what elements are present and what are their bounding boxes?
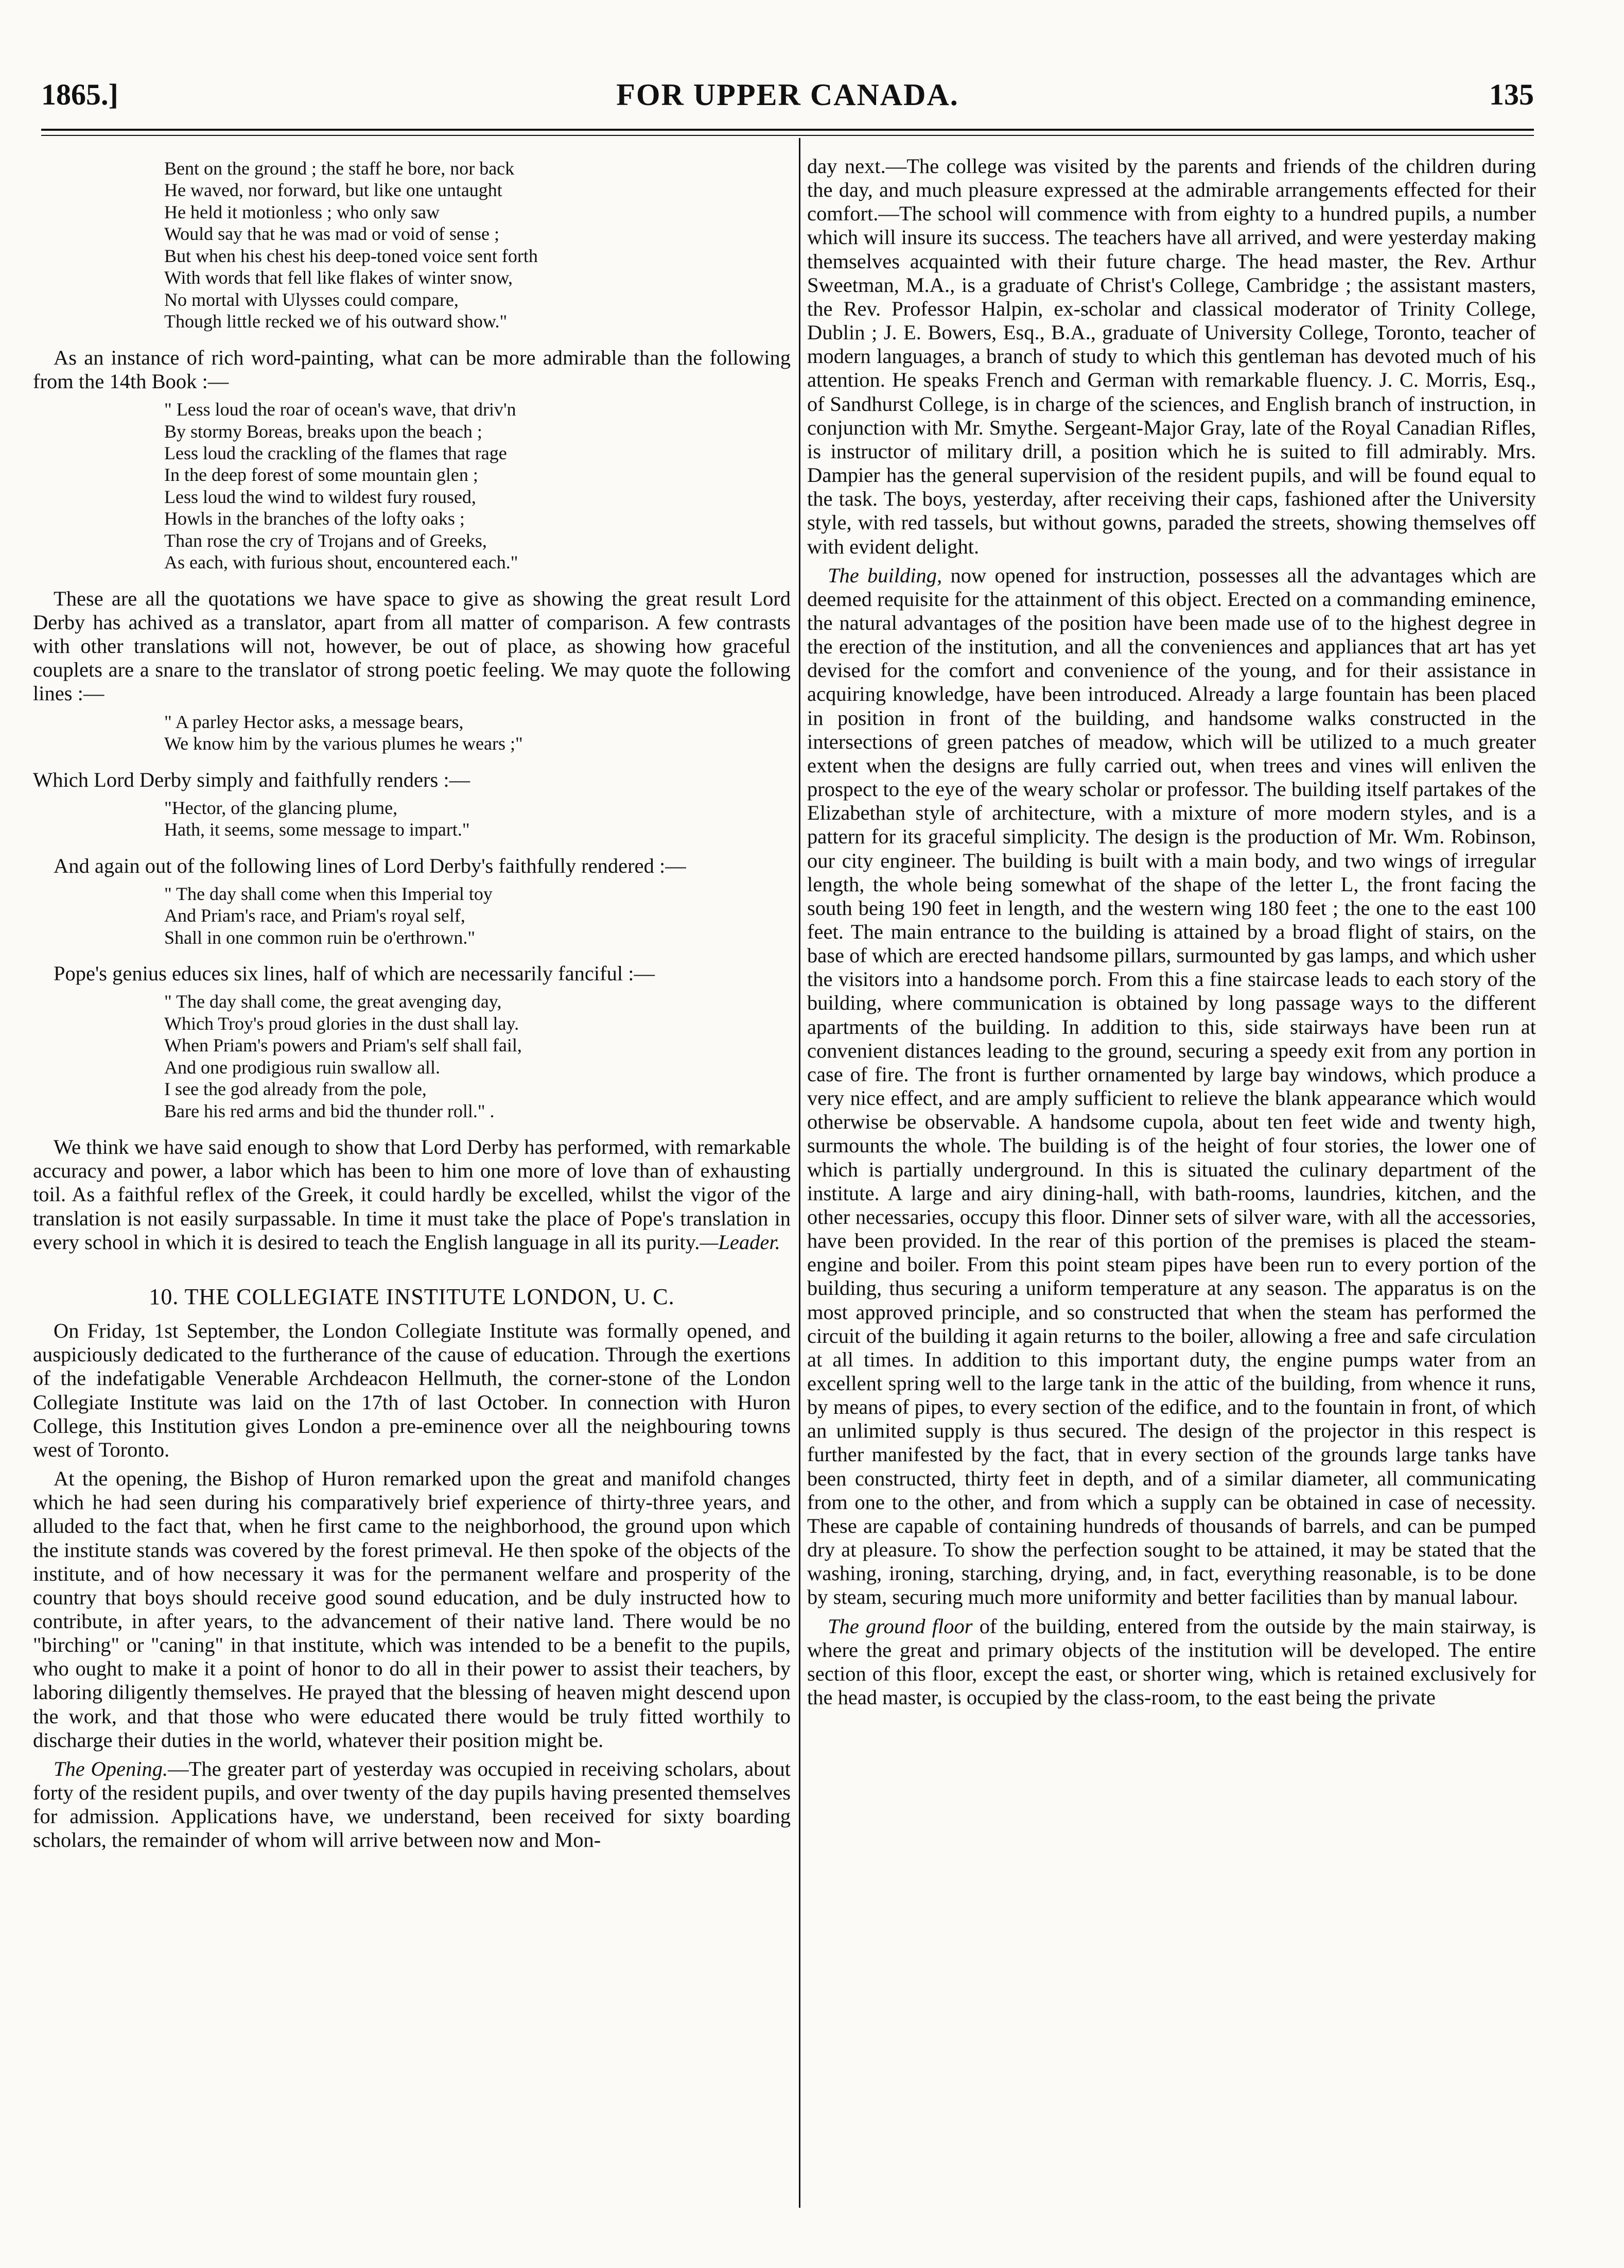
poem-line: With words that fell like flakes of winter snow, <box>164 267 513 288</box>
poem-line: Shall in one common ruin be o'erthrown." <box>164 927 476 948</box>
right-column <box>807 154 1536 2198</box>
poem-excerpt-5 <box>33 883 791 948</box>
section-title: 10. THE COLLEGIATE INSTITUTE LONDON, U. C. <box>149 1284 675 1309</box>
paragraph: As an instance of rich word-painting, what can be more admirable than the following from the 14th Book :— <box>33 345 791 393</box>
poem-line: When Priam's powers and Priam's self shall fail, <box>164 1035 522 1056</box>
poem-line: " The day shall come, the great avenging day, <box>164 991 502 1012</box>
poem-line: "Hector, of the glancing plume, <box>164 797 398 818</box>
header-title: FOR UPPER CANADA. <box>616 78 959 112</box>
poem-line: " Less loud the roar of ocean's wave, that driv'n <box>164 399 516 420</box>
poem-line: But when his chest his deep-toned voice sent forth <box>164 245 538 266</box>
poem-line: We know him by the various plumes he wears ;" <box>164 733 523 754</box>
paragraph: day next.—The college was visited by the parents and friends of the children during the day, and much pleasure expressed at the admirable arrangements effected for their comfort.—The school will commence with from eighty to a hundred pupils, a number which will insure its success. The teachers have all arrived, and were yesterday making themselves acquainted with their future charge. The head master, the Rev. Arthur Sweetman, M.A., is a graduate of Christ's College, Cambridge ; the assistant masters, the Rev. Professor Halpin, ex-scholar and classical moderator of Trinity College, Dublin ; J. E. Bowers, Esq., B.A., graduate of University College, Toronto, teacher of modern languages, a branch of study to which this gentleman has devoted much of his attention. He speaks French and German with remarkable fluency. J. C. Morris, Esq., of Sandhurst College, is in charge of the sciences, and English branch of instruction, in conjunction with Mr. Smythe. Sergeant-Major Gray, late of the Royal Canadian Rifles, is instructor of military drill, a position which he is suited to fill admirably. Mrs. Dampier has the general supervision of the resident pupils, and will be found equal to the task. The boys, yesterday, after receiving their caps, fashioned after the University style, with red tassels, but without gowns, paraded the streets, showing themselves off with evident delight. <box>807 154 1536 558</box>
header-rule-thin <box>41 135 1534 136</box>
paragraph-lead: The Opening. <box>54 1757 168 1780</box>
poem-line: Which Troy's proud glories in the dust shall lay. <box>164 1013 519 1034</box>
paragraph-lead: The building, <box>828 563 942 587</box>
paragraph <box>807 564 1536 1609</box>
poem-line: " A parley Hector asks, a message bears, <box>164 711 464 732</box>
poem-line: He held it motionless ; who only saw <box>164 201 440 222</box>
poem-line: Less loud the wind to wildest fury roused, <box>164 486 476 507</box>
page-number: 135 <box>1489 78 1534 111</box>
page-header <box>41 72 1534 118</box>
paragraph: These are all the quotations we have space to give as showing the great result Lord Derby has achived as a translator, apart from all matter of comparison. A few contrasts with other translations will not, however, be out of place, as showing how graceful couplets are a snare to the translator of strong poetic feeling. We may quote the following lines :— <box>33 586 791 705</box>
poem-line: Less loud the crackling of the flames that rage <box>164 443 507 463</box>
paragraph: On Friday, 1st September, the London Collegiate Institute was formally opened, and auspiciously dedicated to the furtherance of the cause of education. Through the exertions of the indefatigable Venerable Archdeacon Hellmuth, the corner-stone of the London Collegiate Institute was laid on the 17th of last October. In connection with Huron College, this Institution gives London a pre-eminence over all the neighbouring towns west of Toronto. <box>33 1319 791 1461</box>
paragraph-text: now opened for instruction, possesses all the advantages which are deemed requisite for the attainment of this object. Erected on a commanding eminence, the natural advantages of the position have been made use of to the highest degree in the erection of the institution, and all the conveniences and appliances that art has yet devised for the comfort and convenience of the young, and for their assistance in acquiring knowledge, have been introduced. Already a large fountain has been placed in position in front of the building, and handsome walks constructed in the intersections of green patches of meadow, which will be utilized to a much greater extent when the designs are fully carried out, when trees and vines will enliven the prospect to the eye of the weary scholar or professor. The building itself partakes of the Elizabethan style of architecture, with a mixture of more modern styles, and is a pattern for its graceful simplicity. The design is the production of Mr. Wm. Robinson, our city engineer. The building is built with a main body, and two wings of irregular length, the whole being somewhat of the shape of the letter L, the front facing the south being 190 feet in length, and the western wing 180 feet ; the one to the east 100 feet. The main entrance to the building is attained by a broad flight of stairs, on the base of which are erected handsome pillars, surmounted by gas lamps, and which usher the visitors into a handsome porch. From this a fine staircase leads to each story of the building, where communication is obtained by long passage ways to the different apartments of the building. In addition to this, side stairways have been run at convenient distances leading to the ground, securing a speedy exit from any portion in case of fire. The front is further ornamented by large bay windows, which produce a very nice effect, and are amply sufficient to relieve the blank appearance which would otherwise be observable. A handsome cupola, about ten feet wide and twenty high, surmounts the whole. The building is of the height of four stories, the lower one of which is partially underground. In this is situated the culinary department of the institute. A large and airy dining-hall, with bath-rooms, laundries, kitchen, and the other necessaries, occupy this floor. Dinner sets of silver ware, with all the accessories, have been provided. In the rear of this portion of the premises is placed the steam-engine and boiler. From this point steam pipes have been run to every portion of the building, thus securing a uniform temperature at any season. The apparatus is on the most approved principle, and so constructed that when the steam has performed the circuit of the building it again returns to the boiler, allowing a free and safe circulation at all times. In addition to this important duty, the engine pumps water from an excellent spring well to the large tank in the attic of the building, from whence it runs, by means of pipes, to every section of the edifice, and to the fountain in front, of which an unlimited supply is thus secured. The design of the projector in this respect is further manifested by the fact, that in every section of the grounds large tanks have been constructed, thirty feet in depth, and of a similar diameter, all communicating from one to the other, and from which a supply can be obtained in case of necessity. These are capable of containing hundreds of thousands of barrels, and can be pumped dry at pleasure. To show the perfection sought to be attained, it may be stated that the washing, ironing, starching, drying, and, in fact, everything reasonable, is to be done by steam, securing much more uniformity and better facilities than by manual labour. <box>807 563 1536 1609</box>
poem-line: Howls in the branches of the lofty oaks ; <box>164 508 465 529</box>
paragraph <box>33 1135 791 1254</box>
paragraph: Which Lord Derby simply and faithfully renders :— <box>33 768 470 791</box>
poem-excerpt-6 <box>33 991 791 1122</box>
poem-line: In the deep forest of some mountain glen ; <box>164 464 478 486</box>
poem-line: By stormy Boreas, breaks upon the beach ; <box>164 421 482 442</box>
paragraph: Pope's genius educes six lines, half of which are necessarily fanciful :— <box>54 962 655 985</box>
column-divider <box>799 138 800 2208</box>
poem-line: As each, with furious shout, encountered each." <box>164 552 518 573</box>
poem-line: Than rose the cry of Trojans and of Greeks, <box>164 530 487 551</box>
paragraph: And again out of the following lines of Lord Derby's faithfully rendered :— <box>54 854 686 877</box>
poem-line: " The day shall come when this Imperial toy <box>164 883 493 904</box>
poem-excerpt-3 <box>33 711 791 755</box>
poem-line: Bent on the ground ; the staff he bore, nor back <box>164 158 515 179</box>
paragraph <box>807 1615 1536 1710</box>
poem-line: And Priam's race, and Priam's royal self, <box>164 905 465 926</box>
paragraph-text: We think we have said enough to show that Lord Derby has performed, with remarkable accuracy and power, a labor which has been to him one more of love than of exhausting toil. As a faithful reflex of the Greek, it could hardly be excelled, whilst the vigor of the translation is not easily surpassable. In time it must take the place of Pope's translation in every school in which it is desired to teach the English language in all its purity. <box>33 1135 791 1254</box>
poem-line: Would say that he was mad or void of sense ; <box>164 223 499 245</box>
poem-excerpt-4 <box>33 797 791 841</box>
poem-line: Bare his red arms and bid the thunder roll." . <box>164 1100 495 1121</box>
poem-line: Hath, it seems, some message to impart." <box>164 819 470 840</box>
poem-excerpt-1 <box>33 158 791 333</box>
paragraph <box>33 1757 791 1853</box>
header-rule <box>41 129 1534 131</box>
poem-line: He waved, nor forward, but like one untaught <box>164 180 502 201</box>
header-year: 1865.] <box>41 78 118 111</box>
poem-line: No mortal with Ulysses could compare, <box>164 289 459 310</box>
paragraph-text: —The greater part of yesterday was occupied in receiving scholars, about forty of the resident pupils, and over twenty of the day pupils having presented themselves for admission. Applications have, we understand, been received for sixty boarding scholars, the remainder of whom will arrive between now and Mon- <box>33 1757 791 1852</box>
paragraph: At the opening, the Bishop of Huron remarked upon the great and manifold changes which he had seen during his comparatively brief experience of thirty-three years, and alluded to the fact that, when he first came to the neighborhood, the ground upon which the institute stands was covered by the forest primeval. He then spoke of the objects of the institute, and of how necessary it was for the permanent welfare and prosperity of the country that boys should receive good sound education, and be duly instructed how to contribute, in after years, to the advancement of their native land. There would be no "birching" or "caning" in that institute, which was intended to be a benefit to the pupils, who ought to make it a point of honor to do all in their power to assist their teachers, by laboring diligently themselves. He prayed that the blessing of heaven might descend upon the work, and that those who were educated there would be truly fitted worthily to discharge their duties in the world, whatever their position might be. <box>33 1467 791 1752</box>
poem-line: I see the god already from the pole, <box>164 1079 427 1100</box>
poem-excerpt-2 <box>33 399 791 574</box>
poem-line: And one prodigious ruin swallow all. <box>164 1057 440 1078</box>
paragraph-text: of the building, entered from the outside by the main stairway, is where the great and primary objects of the institution will be developed. The entire section of this floor, except the east, or shorter wing, which is retained exclusively for the head master, is occupied by the class-room, to the east being the private <box>807 1614 1536 1709</box>
poem-line: Though little recked we of his outward show." <box>164 311 508 332</box>
left-column <box>33 154 791 2198</box>
paragraph-lead: The ground floor <box>828 1614 973 1638</box>
source-attribution: —Leader. <box>700 1230 780 1254</box>
